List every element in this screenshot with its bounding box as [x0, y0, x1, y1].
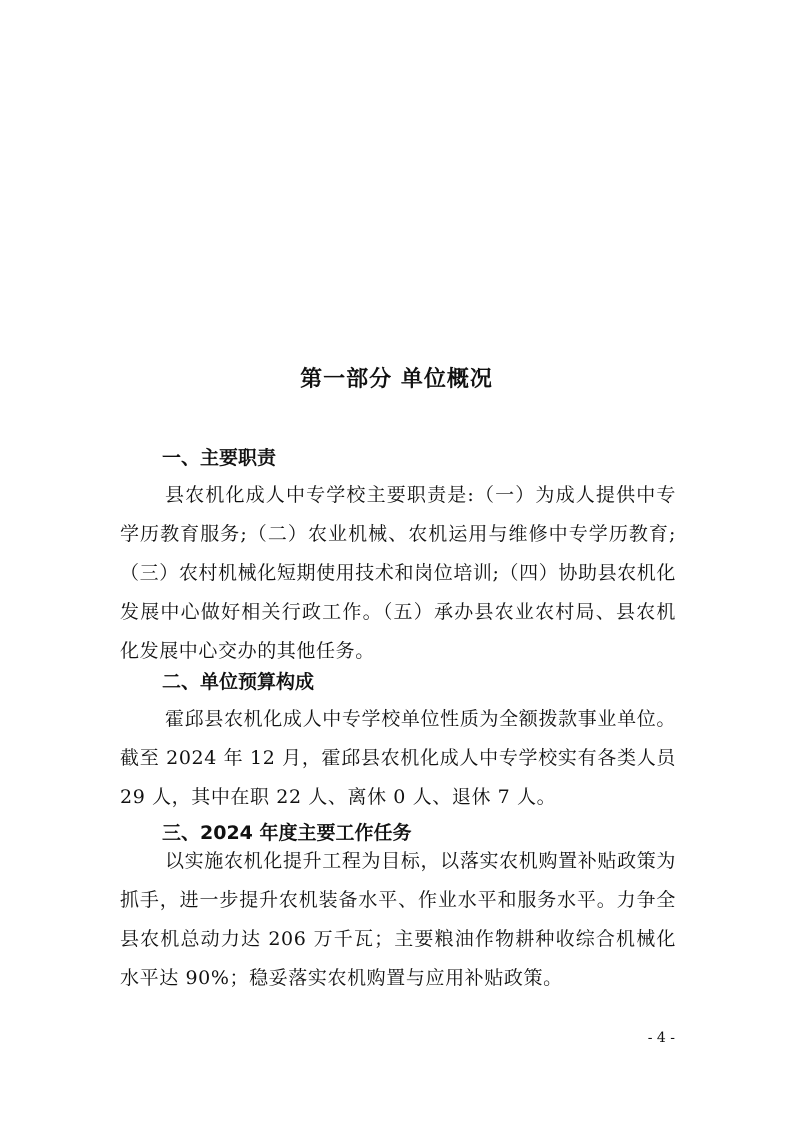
section-heading-tasks: 三、2024 年度主要工作任务	[162, 822, 412, 844]
section-paragraph-budget: 霍邱县农机化成人中专学校单位性质为全额拨款事业单位。截至 2024 年 12 月，霍邱县农机化成人中专学校实有各类人员 29 人，其中在职 22 人、离休 0 人、退休 7 人。	[120, 708, 676, 808]
section-paragraph-duties: 县农机化成人中专学校主要职责是:（一）为成人提供中专学历教育服务;（二）农业机械、农机运用与维修中专学历教育;（三）农村机械化短期使用技术和岗位培训;（四）协助县农机化发展中心做好相关行政工作。（五）承办县农业农村局、县农机化发展中心交办的其他任务。	[120, 484, 676, 662]
section-heading-budget: 二、单位预算构成	[162, 671, 315, 693]
section-heading-duties: 一、主要职责	[162, 447, 277, 469]
page-title: 第一部分 单位概况	[300, 367, 493, 392]
section-paragraph-tasks: 以实施农机化提升工程为目标，以落实农机购置补贴政策为抓手，进一步提升农机装备水平、作业水平和服务水平。力争全县农机总动力达 206 万千瓦；主要粮油作物耕种收综合机械化水平达 90%；稳妥落实农机购置与应用补贴政策。	[120, 850, 676, 989]
page-number: - 4 -	[647, 1030, 675, 1046]
